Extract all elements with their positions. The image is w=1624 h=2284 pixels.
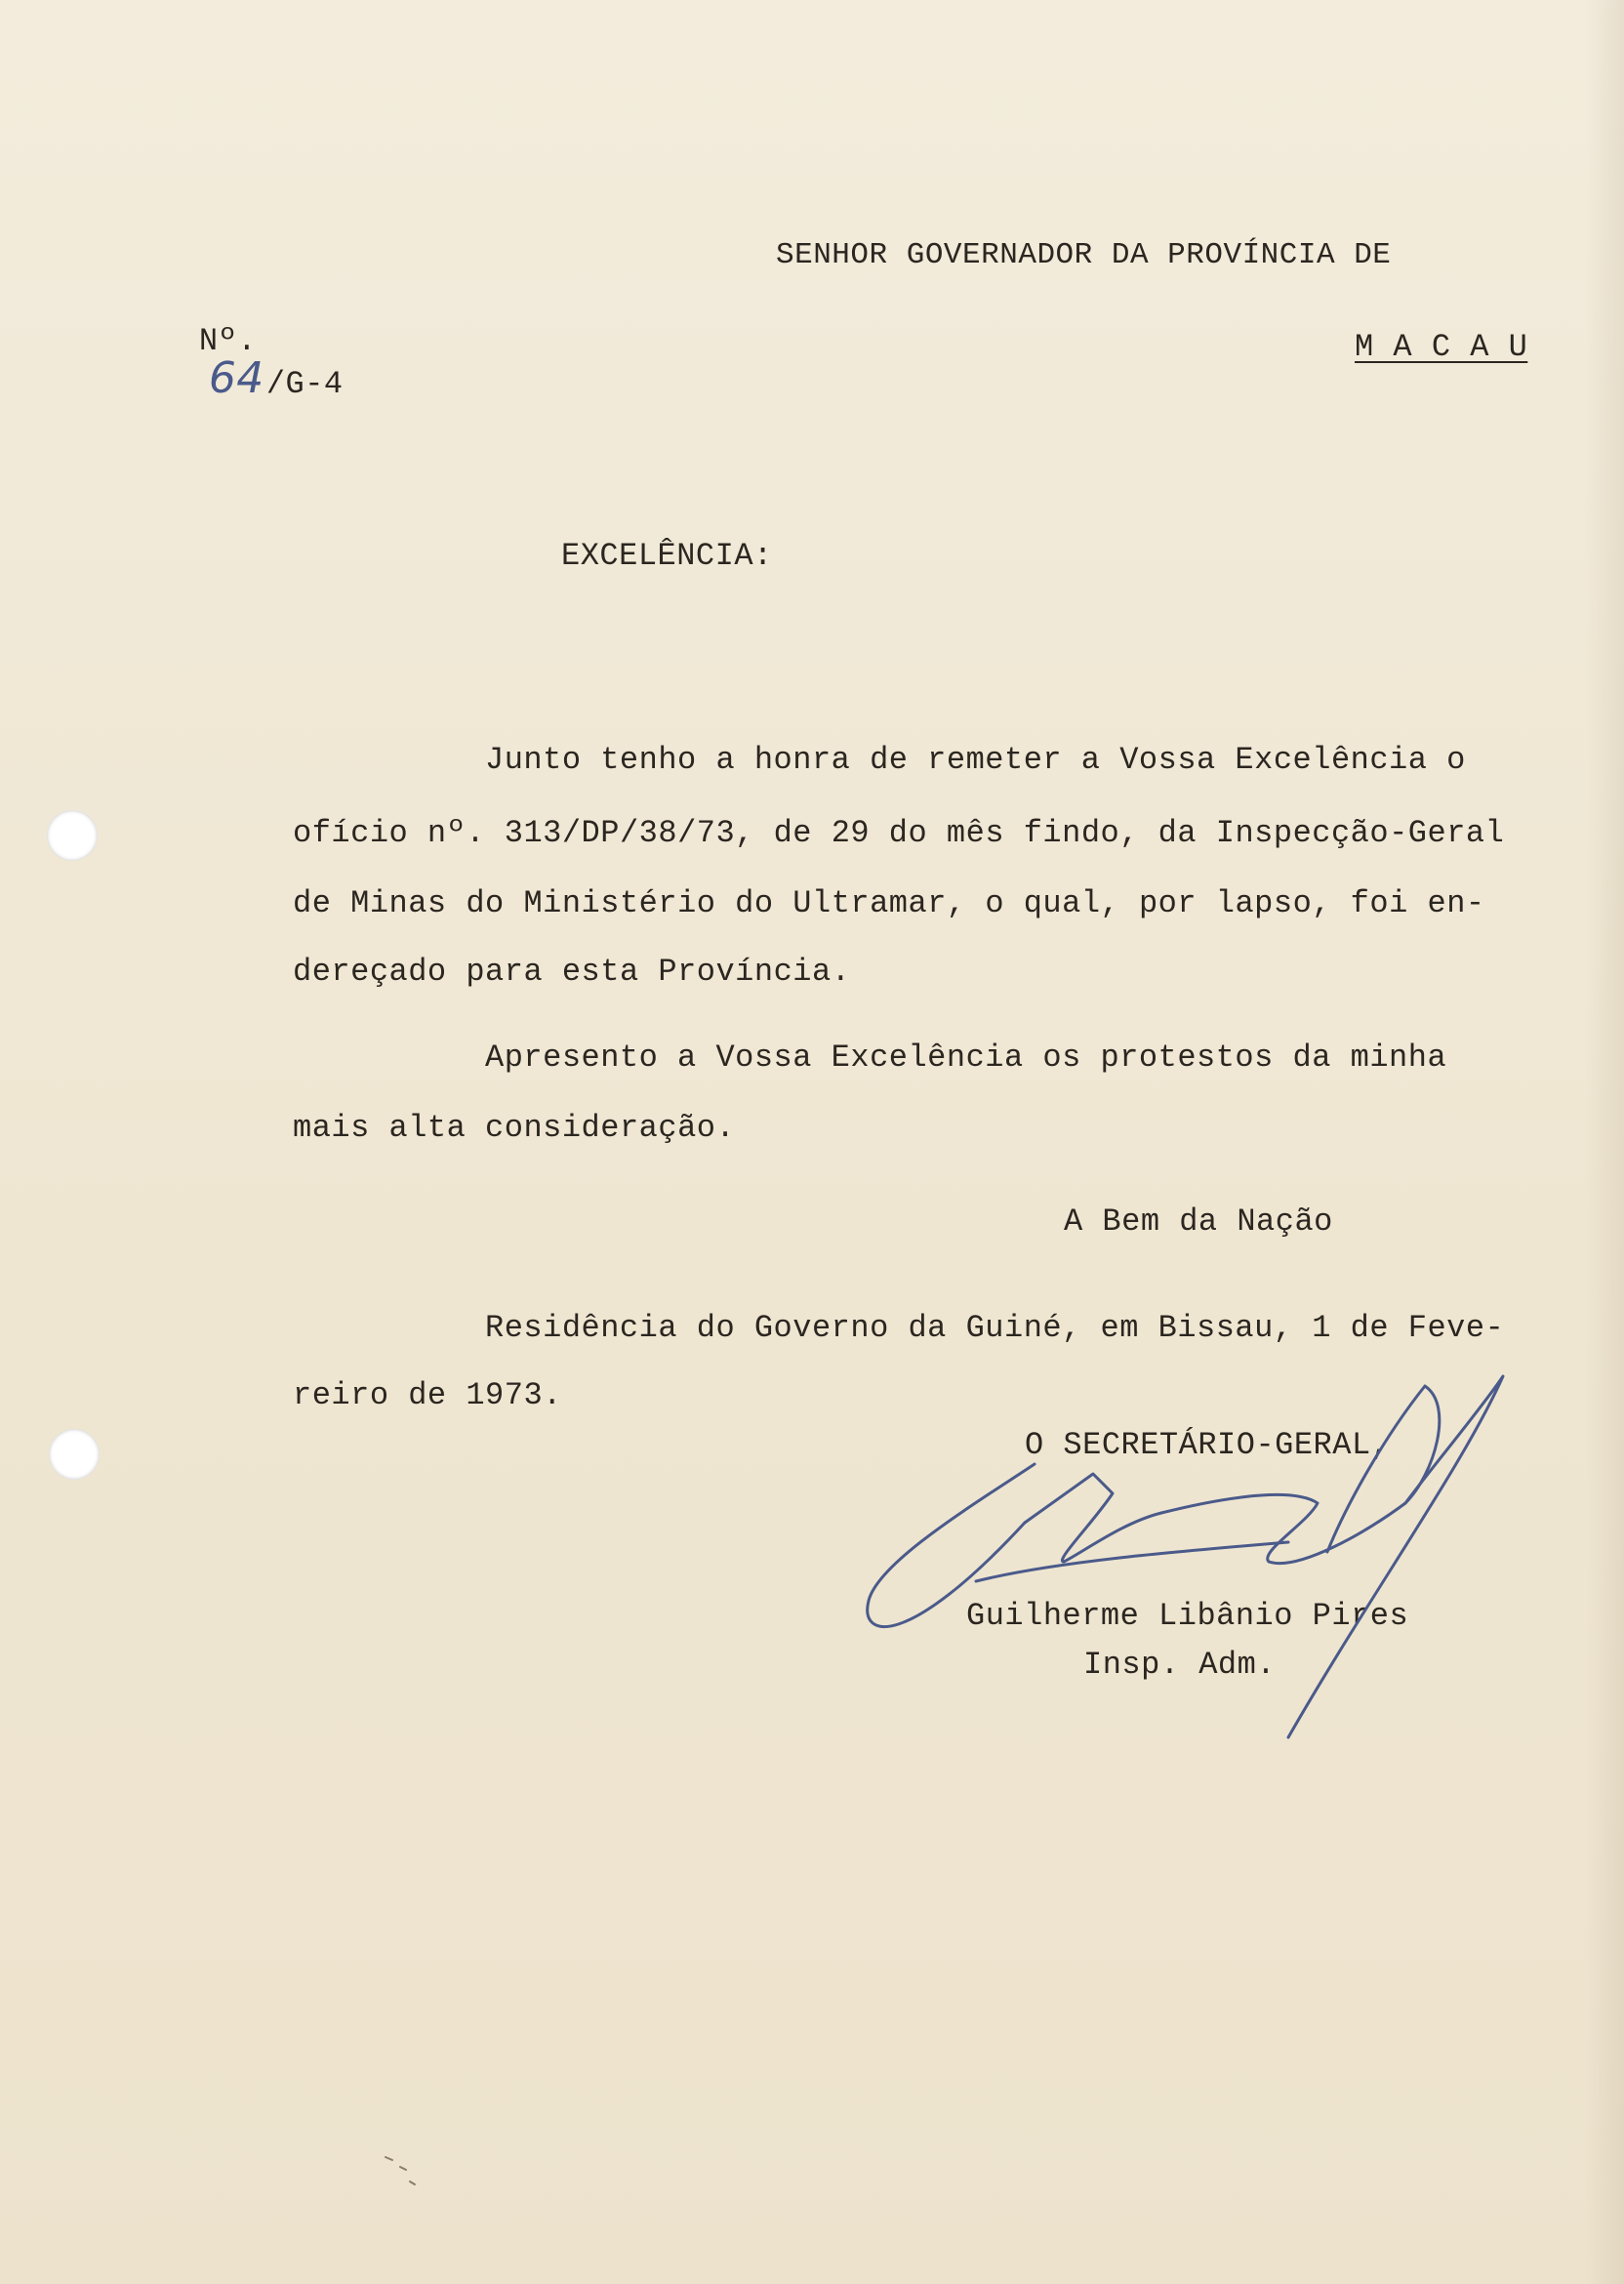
- destination-city: M A C A U: [1355, 329, 1528, 365]
- reference-prefix: Nº.: [198, 323, 257, 359]
- body-paragraph-1-line-2: ofício nº. 313/DP/38/73, de 29 do mês findo, da Inspecção-Geral: [293, 815, 1505, 851]
- reference-suffix: /G-4: [265, 366, 344, 402]
- body-paragraph-1-line-1: Junto tenho a honra de remeter a Vossa Excelência o: [485, 742, 1466, 778]
- body-paragraph-1-line-3: de Minas do Ministério do Ultramar, o qual, por lapso, foi en-: [293, 885, 1485, 921]
- signatory-title: O SECRETÁRIO-GERAL,: [1025, 1427, 1391, 1463]
- body-paragraph-2-line-2: mais alta consideração.: [293, 1110, 736, 1146]
- reference-number: [122, 295, 344, 431]
- body-paragraph-2-line-1: Apresento a Vossa Excelência os protestos da minha: [485, 1040, 1447, 1076]
- reference-handwritten-number: 64: [208, 353, 264, 403]
- place-date-line-2: reiro de 1973.: [293, 1377, 562, 1413]
- punch-hole-bottom: [49, 1429, 100, 1480]
- body-paragraph-1-line-4: dereçado para esta Província.: [293, 954, 851, 990]
- signatory-rank: Insp. Adm.: [1083, 1647, 1277, 1683]
- signatory-name: Guilherme Libânio Pires: [966, 1598, 1409, 1634]
- place-date-line-1: Residência do Governo da Guiné, em Bissau, 1 de Feve-: [485, 1310, 1505, 1346]
- paper-edge-shadow: [1585, 0, 1624, 2284]
- salutation: EXCELÊNCIA:: [561, 538, 773, 574]
- punch-hole-top: [47, 810, 98, 861]
- closing-formula: A Bem da Nação: [1064, 1203, 1333, 1240]
- paper-specks: [381, 2152, 439, 2191]
- addressee-line: SENHOR GOVERNADOR DA PROVÍNCIA DE: [776, 238, 1392, 272]
